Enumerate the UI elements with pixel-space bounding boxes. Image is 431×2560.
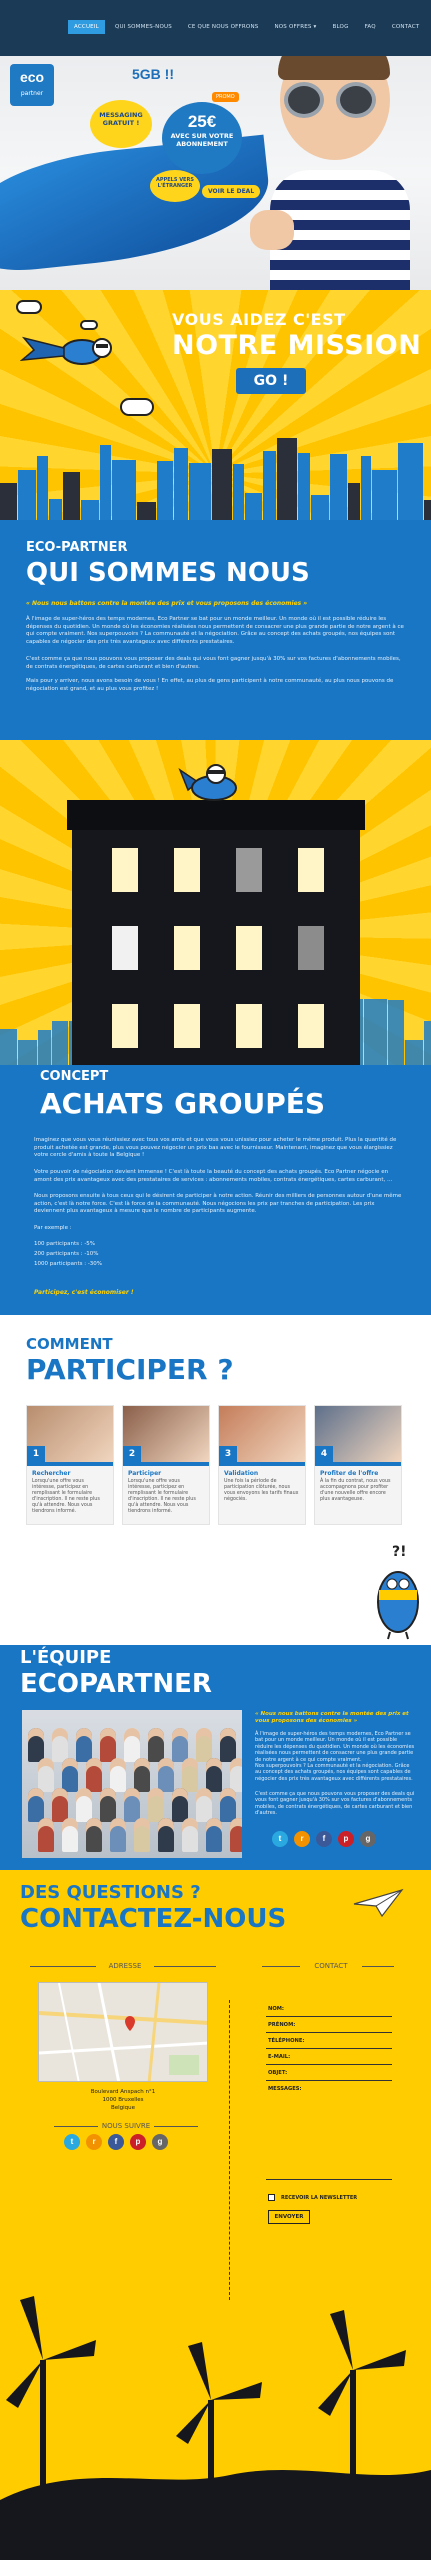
building-silhouette (0, 483, 17, 520)
team-member (158, 1758, 174, 1792)
form-field-input[interactable] (266, 2004, 392, 2017)
building-silhouette (361, 456, 371, 520)
promo-price (162, 102, 242, 174)
promo-bubbles (92, 60, 262, 210)
team-member (148, 1788, 164, 1822)
contact-subtitle: DES QUESTIONS ? (20, 1882, 201, 1903)
building-silhouette (424, 1021, 431, 1065)
logo-text: eco (19, 69, 45, 85)
twitter-icon[interactable]: t (272, 1831, 288, 1847)
vertical-divider (229, 2000, 230, 2300)
step-text: Une fois la période de participation clôturée, nous vous envoyons les tarifs finaux négociés. (224, 1479, 299, 1502)
team-member (100, 1728, 116, 1762)
building-window (236, 1004, 262, 1048)
superhero-on-roof-icon (178, 760, 248, 804)
team-member (230, 1818, 242, 1852)
building-silhouette (100, 445, 111, 520)
rss-icon[interactable]: r (86, 2134, 102, 2150)
team-photo (22, 1710, 242, 1858)
form-field-label: TÉLÉPHONE: (268, 2038, 305, 2044)
team-member (86, 1758, 102, 1792)
building-graphic (72, 800, 360, 1065)
building-silhouette (388, 1000, 404, 1065)
step-card[interactable] (218, 1405, 306, 1525)
building-window (236, 848, 262, 892)
form-field-label: OBJET: (268, 2070, 288, 2076)
see-deal-button[interactable]: VOIR LE DEAL (202, 185, 260, 198)
google-plus-icon[interactable]: g (360, 1831, 376, 1847)
team-paragraph: À l'image de super-héros des temps modernes, Eco Partner se bat pour un monde meilleur. Un monde où il est possible réduire les dépenses du quotidien. Un monde où les économies réalisées nous permettent de consacrer une plus grande partie de notre argent à ce qui compte vraiment. (255, 1731, 415, 1763)
team-member (62, 1818, 78, 1852)
team-member (110, 1818, 126, 1852)
team-member (52, 1728, 68, 1762)
building-silhouette (157, 461, 173, 520)
twitter-icon[interactable]: t (64, 2134, 80, 2150)
building-silhouette (52, 1021, 68, 1065)
address-line: 1000 Bruxelles (102, 2097, 144, 2103)
building-silhouette (174, 448, 188, 520)
follow-us-title: NOUS SUIVRE (101, 2122, 151, 2130)
step-title: Validation (224, 1470, 259, 1477)
cloud-graphic (120, 398, 154, 416)
tier-item: 1000 participants : -30% (34, 1261, 103, 1267)
step-text: Lorsqu'une offre vous intéresse, participez en remplissant le formulaire d'inscription. Il ne reste plus qu'à attendre. Nous vous tiendrons informé. (128, 1479, 196, 1514)
newsletter-option[interactable] (268, 2194, 357, 2201)
go-button[interactable]: GO ! (236, 368, 306, 394)
team-member (230, 1758, 242, 1792)
newsletter-checkbox[interactable] (268, 2194, 275, 2201)
mission-heading-small: VOUS AIDEZ C'EST (172, 310, 346, 329)
building-silhouette (298, 453, 310, 520)
promo-international: APPELS VERS L'ÉTRANGER (150, 170, 200, 202)
facebook-icon[interactable]: f (316, 1831, 332, 1847)
team-member (206, 1758, 222, 1792)
svg-text:?!: ?! (392, 1544, 407, 1560)
building-silhouette (405, 1040, 423, 1065)
team-member (220, 1788, 236, 1822)
building-silhouette (49, 499, 62, 520)
about-paragraph: C'est comme ça que nous pouvons vous proposer des deals qui vous font gagner jusqu'à 30% sur vos factures d'abonnements mobiles, de contrats énergétiques, de cartes carburant et bien d'autres. (26, 656, 401, 670)
building-window (298, 1004, 324, 1048)
building-silhouette (364, 999, 387, 1065)
team-member (76, 1728, 92, 1762)
contact-title: CONTACTEZ-NOUS (20, 1904, 287, 1934)
team-member (28, 1788, 44, 1822)
about-paragraph: À l'image de super-héros des temps modernes, Eco Partner se bat pour un monde meilleur. Un monde où il est possible réduire les dépenses du quotidien. Un monde où les économies réalisées nous permettent de consacrer une plus grande partie de notre argent à ce qui compte vraiment. Nos superpouvoirs ? La communauté et la négociation. Grâce au concept des achats groupés, nos équipes sont capables de négocier des prix très avantageux avec différents prestataires. (26, 616, 404, 645)
building-silhouette (424, 500, 431, 520)
concept-paragraph: Nous proposons ensuite à tous ceux qui le désirent de participer à notre action. Réunir des milliers de personnes autour d'une même action, c'est là notre force. C'est là force de la communauté. Nous négocions les prix par tranches de participation. Les prix deviennent plus avantageux à mesure que le nombre de participants augmente. (34, 1193, 402, 1214)
eco-partner-logo[interactable] (10, 64, 54, 106)
city-skyline (0, 430, 431, 520)
step-title: Rechercher (32, 1470, 71, 1477)
nav-item[interactable]: BLOG (332, 24, 349, 30)
team-member (182, 1818, 198, 1852)
step-card[interactable] (26, 1405, 114, 1525)
building-silhouette (398, 443, 423, 520)
building-silhouette (38, 1030, 51, 1065)
contact-section (0, 1870, 431, 2560)
building-window (174, 1004, 200, 1048)
step-text: Lorsqu'une offre vous intéresse, participez en remplissant le formulaire d'inscription. Il ne reste plus qu'à attendre. Nous vous tiendrons informé. (32, 1479, 100, 1514)
team-member (38, 1818, 54, 1852)
promo-price-sub: AVEC SUR VOTRE ABONNEMENT (170, 132, 234, 148)
step-title: Profiter de l'offre (320, 1470, 379, 1477)
team-member (124, 1728, 140, 1762)
concept-closing: Participez, c'est économiser ! (34, 1289, 134, 1296)
about-section (0, 520, 431, 740)
top-navigation (0, 0, 431, 56)
concept-paragraph: Imaginez que vous vous réunissiez avec tous vos amis et que vous vous unissiez pour acheter le même produit. Plus la quantité de produit achetée est grande, plus vous pouvez négocier un prix bas avec le fournisseur. Maintenant, imaginez que vous élargissiez votre cercle d'amis à toute la Belgique ! (34, 1137, 397, 1158)
building-silhouette (330, 454, 347, 520)
form-field-input[interactable] (266, 2052, 392, 2065)
address-line: Boulevard Anspach n°1 (90, 2089, 156, 2095)
team-member (196, 1728, 212, 1762)
robot-mascot-icon (370, 1540, 426, 1640)
how-to-participate-section (0, 1315, 431, 1645)
step-number: 3 (219, 1446, 237, 1462)
team-member (62, 1758, 78, 1792)
form-field-input[interactable] (266, 2020, 392, 2033)
building-silhouette (81, 500, 99, 520)
nav-item[interactable]: ACCUEIL (68, 20, 105, 34)
form-field-label: MESSAGES: (268, 2086, 302, 2092)
building-silhouette (212, 449, 232, 520)
newsletter-label: RECEVOIR LA NEWSLETTER (281, 2194, 358, 2201)
form-field-label: PRÉNOM: (268, 2022, 296, 2028)
building-window (174, 926, 200, 970)
form-field-input[interactable] (266, 2084, 392, 2180)
example-label: Par exemple : (34, 1225, 72, 1231)
team-member (182, 1758, 198, 1792)
team-member (110, 1758, 126, 1792)
team-member (172, 1728, 188, 1762)
team-member (100, 1788, 116, 1822)
facebook-icon[interactable]: f (108, 2134, 124, 2150)
about-quote: « Nous nous battons contre la montée des prix et vous proposons des économies » (26, 600, 308, 607)
form-field-input[interactable] (266, 2036, 392, 2049)
team-paragraph: C'est comme ça que nous pouvons vous proposer des deals qui vous font gagner jusqu'à 30% sur vos factures d'abonnements mobiles, de contrats énergétiques, de cartes carburant et bien d'autres. (255, 1791, 415, 1817)
building-silhouette (63, 472, 80, 520)
flying-superhero-icon (20, 330, 120, 370)
google-plus-icon[interactable]: g (152, 2134, 168, 2150)
superhero-kid-image (250, 20, 420, 290)
building-silhouette (189, 463, 211, 520)
step-title: Participer (128, 1470, 162, 1477)
rss-icon[interactable]: r (294, 1831, 310, 1847)
wind-turbines-graphic (0, 2260, 431, 2560)
concept-title: ACHATS GROUPÉS (40, 1087, 326, 1120)
nav-item[interactable]: CE QUE NOUS OFFRONS (187, 24, 259, 30)
paper-plane-icon (352, 1888, 404, 1918)
team-member (28, 1728, 44, 1762)
mission-heading-large: NOTRE MISSION (172, 330, 422, 361)
building-illustration (0, 740, 431, 1065)
building-silhouette (137, 502, 156, 520)
building-window (112, 1004, 138, 1048)
form-field-label: NOM: (268, 2006, 284, 2012)
building-silhouette (372, 470, 397, 520)
mission-section (0, 290, 431, 520)
promo-messaging: MESSAGING GRATUIT ! (90, 100, 152, 148)
cloud-graphic (16, 300, 42, 314)
building-silhouette (37, 456, 48, 520)
team-subtitle: L'ÉQUIPE (20, 1647, 112, 1668)
form-field-label: E-MAIL: (268, 2054, 291, 2060)
nav-menu (68, 20, 425, 34)
building-silhouette (311, 495, 329, 520)
building-silhouette (18, 1040, 37, 1065)
about-subtitle: ECO-PARTNER (26, 540, 128, 555)
team-section (0, 1645, 431, 1870)
building-window (236, 926, 262, 970)
team-member (86, 1818, 102, 1852)
building-window (174, 848, 200, 892)
step-card[interactable] (122, 1405, 210, 1525)
building-silhouette (0, 1029, 17, 1065)
promo-price-amount: 25€ (187, 112, 217, 131)
about-paragraph: Mais pour y arriver, nous avons besoin de vous ! En effet, au plus de gens participent à notre communauté, au plus nous pouvons de négociation est grand, et au plus vous profitez ! (26, 678, 394, 692)
team-member (148, 1728, 164, 1762)
location-map[interactable] (38, 1982, 208, 2082)
nav-item[interactable]: FAQ (364, 24, 376, 30)
concept-subtitle: CONCEPT (40, 1069, 109, 1084)
concept-paragraph: Votre pouvoir de négociation devient immense ! C'est là toute la beauté du concept des achats groupés. Eco Partner négocie en amont des prix avantageux avec des prestataires de services : abonnements mobiles, contrats énergétiques, cartes carburant, … (34, 1169, 393, 1183)
step-card[interactable] (314, 1405, 402, 1525)
send-button[interactable]: ENVOYER (268, 2210, 310, 2224)
team-member (206, 1818, 222, 1852)
address-line: Belgique (110, 2105, 136, 2111)
team-title: ECOPARTNER (20, 1669, 212, 1699)
contact-panel-title: CONTACT (314, 1962, 348, 1970)
building-silhouette (277, 438, 297, 520)
logo-subtext: partner (20, 90, 44, 97)
participate-title: PARTICIPER ? (26, 1353, 234, 1386)
nav-item[interactable]: NOS OFFRES ▾ (274, 24, 317, 30)
building-silhouette (263, 451, 276, 520)
cloud-graphic (80, 320, 98, 330)
building-silhouette (348, 483, 360, 520)
team-member (172, 1788, 188, 1822)
building-window (112, 848, 138, 892)
step-text: À la fin du contrat, nous vous accompagnons pour profiter d'une nouvelle offre encore plus avantageuse. (320, 1479, 391, 1502)
promo-data: 5GB !! (132, 66, 174, 82)
team-member (52, 1788, 68, 1822)
address-panel-title: ADRESSE (108, 1962, 142, 1970)
social-links (64, 2134, 168, 2150)
building-silhouette (112, 460, 136, 520)
contact-form (266, 2004, 392, 2192)
team-member (76, 1788, 92, 1822)
team-member (38, 1758, 54, 1792)
nav-item[interactable]: CONTACT (391, 24, 420, 30)
building-silhouette (245, 493, 262, 520)
step-number: 4 (315, 1446, 333, 1462)
step-number: 2 (123, 1446, 141, 1462)
building-window (298, 926, 324, 970)
pinterest-icon[interactable]: p (338, 1831, 354, 1847)
pinterest-icon[interactable]: p (130, 2134, 146, 2150)
team-member (134, 1818, 150, 1852)
team-member (134, 1758, 150, 1792)
building-silhouette (18, 470, 36, 520)
team-member (220, 1728, 236, 1762)
team-member (196, 1788, 212, 1822)
nav-item[interactable]: QUI SOMMES-NOUS (114, 24, 172, 30)
form-field-input[interactable] (266, 2068, 392, 2081)
participate-subtitle: COMMENT (26, 1335, 113, 1353)
team-quote: « Nous nous battons contre la montée des prix et vous proposons des économies » (255, 1711, 409, 1724)
building-silhouette (233, 464, 244, 520)
tier-item: 100 participants : -5% (34, 1241, 96, 1247)
tier-item: 200 participants : -10% (34, 1251, 99, 1257)
team-member (158, 1818, 174, 1852)
social-links (272, 1831, 376, 1847)
group-buying-section (0, 1065, 431, 1315)
team-paragraph: Nos superpouvoirs ? La communauté et la négociation. Grâce au concept des achats groupés, nos équipes sont capables de négocier des prix très avantageux avec différents prestataires. (255, 1763, 413, 1782)
team-member (124, 1788, 140, 1822)
promo-tag: PROMO (212, 92, 239, 102)
building-window (298, 848, 324, 892)
step-number: 1 (27, 1446, 45, 1462)
about-title: QUI SOMMES NOUS (26, 558, 310, 588)
building-window (112, 926, 138, 970)
